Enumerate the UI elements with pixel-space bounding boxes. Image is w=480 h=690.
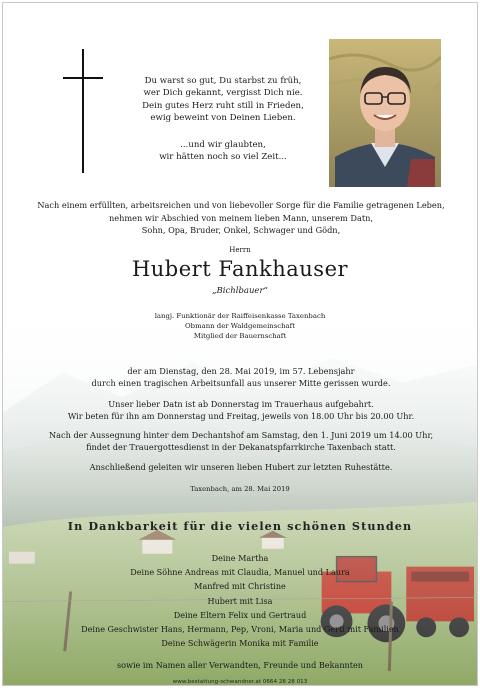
funeral-line: Nach der Aussegnung hinter dem Dechantshof am Samstag, den 1. Juni 2019 um 14.00 Uhr, [48, 430, 434, 440]
place-date: Taxenbach, am 28. Mai 2019 [190, 485, 290, 493]
mourner-line: Hubert mit Lisa [207, 595, 273, 606]
functions-list [3, 312, 477, 341]
viewing-line: Unser lieber Datn ist ab Donnerstag im Trauerhaus aufgebahrt. [108, 399, 374, 409]
poem-line: Du warst so gut, Du starbst zu früh, [144, 76, 302, 86]
poem-line: ewig beweint von Deinen Lieben. [150, 113, 296, 124]
intro-line: Sohn, Opa, Bruder, Onkel, Schwager und Gödn, [141, 225, 341, 236]
funeral-line: findet der Trauergottesdienst in der Dekanatspfarrkirche Taxenbach statt. [86, 442, 396, 453]
mourner-line: Deine Eltern Felix und Gertraud [173, 609, 307, 620]
death-notice-line: der am Dienstag, den 28. Mai 2019, im 57. Lebensjahr [127, 366, 355, 376]
obituary-card [2, 2, 478, 686]
death-notice [13, 365, 469, 389]
poem-line: wir hätten noch so viel Zeit... [159, 152, 287, 163]
poem-line: wer Dich gekannt, vergisst Dich nie. [143, 88, 303, 99]
closing-line: sowie im Namen aller Verwandten, Freunde und Bekannten [116, 660, 363, 671]
mourner-line: Deine Martha [211, 553, 269, 563]
mourner-line: Deine Geschwister Hans, Hermann, Pep, Vroni, Maria und Gerti mit Familien [81, 624, 399, 635]
funeral-info [13, 429, 469, 453]
deceased-name: Hubert Fankhauser [131, 257, 349, 281]
intro-line: Nach einem erfüllten, arbeitsreichen und von liebevoller Sorge für die Familie getragenen Leben, [37, 200, 445, 210]
mourner-line: Manfred mit Christine [194, 581, 286, 592]
viewing-line: Wir beten für ihn am Donnerstag und Freitag, jeweils von 18.00 Uhr bis 20.00 Uhr. [67, 411, 415, 422]
function-item: Mitglied der Bauernschaft [193, 331, 287, 340]
poem-line: ...und wir glaubten, [180, 139, 266, 150]
salutation: Herrn [229, 246, 251, 254]
thanks-heading: In Dankbarkeit für die vielen schönen Stunden [67, 519, 413, 533]
mourner-line: Deine Schwägerin Monika mit Familie [161, 638, 319, 649]
deceased-nickname: „Bichlbauer“ [212, 286, 268, 296]
intro-text [17, 199, 465, 237]
function-item: langj. Funktionär der Raiffeisenkasse Taxenbach [154, 312, 326, 320]
poem-line: Dein gutes Herz ruht still in Frieden, [142, 100, 304, 111]
intro-line: nehmen wir Abschied von meinem lieben Mann, unserem Datn, [108, 212, 374, 223]
viewing-info [13, 398, 469, 422]
death-notice-line: durch einen tragischen Arbeitsunfall aus unserer Mitte gerissen wurde. [91, 378, 391, 389]
mourner-line: Deine Söhne Andreas mit Claudia, Manuel und Laura [130, 567, 350, 578]
mourners-list [3, 551, 477, 673]
burial-info: Anschließend geleiten wir unseren lieben Hubert zur letzten Ruhestätte. [89, 462, 393, 472]
cross-icon [63, 49, 103, 173]
memorial-poem [133, 75, 313, 163]
portrait-photo [329, 39, 441, 187]
function-item: Obmann der Waldgemeinschaft [185, 321, 295, 330]
undertaker-footer: www.bestattung-schwandner.at 0664 28 28 013 [172, 679, 308, 685]
